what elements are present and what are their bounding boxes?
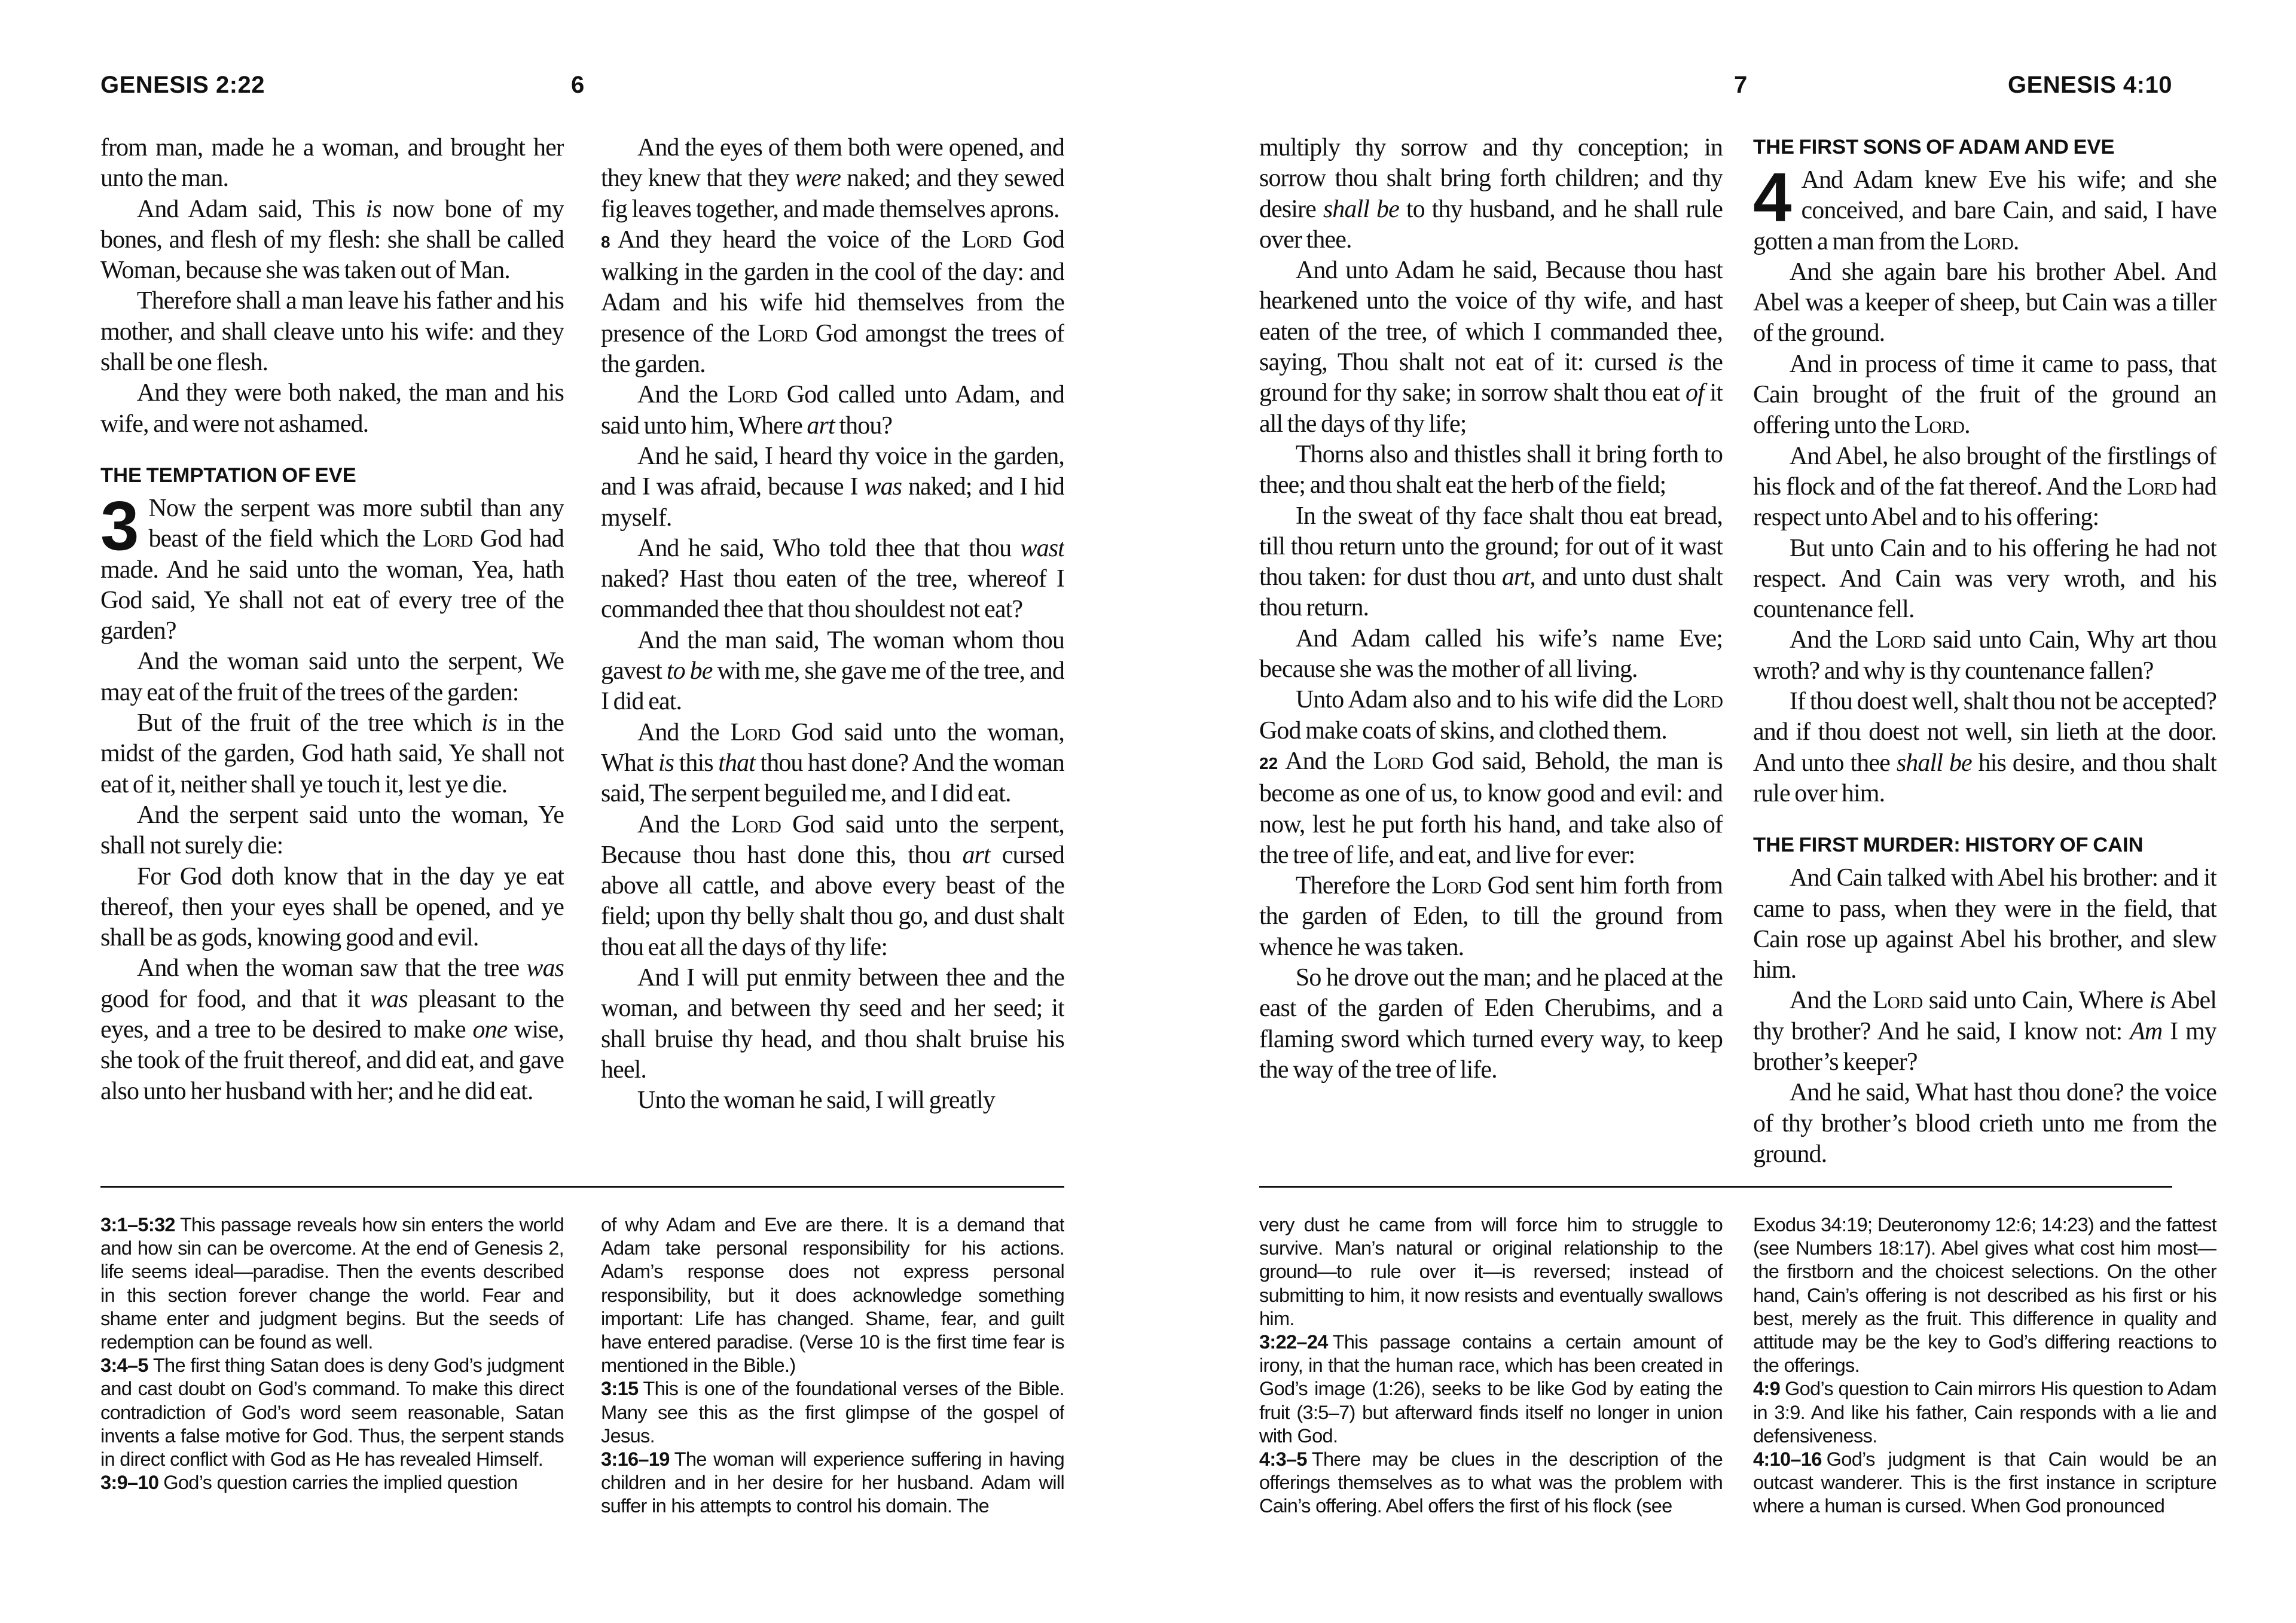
study-note: 4:9 God’s question to Cain mirrors His question to Adam in 3:9. And like his father, Cain responds with a lie and defensiveness. — [1753, 1377, 2216, 1447]
paragraph: from man, made he a woman, and brought her unto the man. — [100, 134, 564, 193]
right-page — [1148, 0, 2296, 1623]
paragraph: multiply thy sorrow and thy conception; in sorrow thou shalt bring forth children; and thy desire shall be to thy husband, and he shall rule over thee. — [1259, 134, 1723, 254]
paragraph: Therefore shall a man leave his father and his mother, and shall cleave unto his wife: and they shall be one flesh. — [100, 287, 564, 377]
left-notes-column-2 — [601, 1213, 1064, 1607]
paragraph: And the woman said unto the serpent, We may eat of the fruit of the trees of the garden: — [100, 648, 564, 706]
study-note: of why Adam and Eve are there. It is a demand that Adam take personal responsibility for his actions. Adam’s response does not express personal responsibility, but it does acknowledge something important: Life has changed. Shame, fear, and guilt have entered paradise. (Verse 10 is the first time fear is mentioned in the Bible.) — [601, 1213, 1064, 1377]
paragraph: And Adam called his wife’s name Eve; because she was the mother of all living. — [1259, 624, 1723, 684]
paragraph: Unto the woman he said, I will greatly — [637, 1087, 995, 1115]
chapter-number: 4 — [1753, 158, 1792, 236]
paragraph: And Abel, he also brought of the firstlings of his flock and of the fat thereof. And the Lord had respect unto Abel and to his offering: — [1753, 442, 2216, 532]
study-note: very dust he came from will force him to struggle to survive. Man’s natural or original relationship to the ground—to rule over it—is reversed; instead of submitting to him, it now resists and eventually swallows him. — [1259, 1213, 1723, 1329]
paragraph: And in process of time it came to pass, that Cain brought of the fruit of the ground an offering unto the Lord. — [1753, 350, 2216, 440]
study-note: 3:9–10 God’s question carries the implied question — [100, 1471, 518, 1494]
paragraph: For God doth know that in the day ye eat thereof, then your eyes shall be opened, and ye shall be as gods, knowing good and evil. — [100, 862, 564, 952]
right-text-column-2 — [1753, 133, 2216, 1179]
chapter-number: 3 — [100, 486, 139, 565]
paragraph: So he drove out the man; and he placed at the east of the garden of Eden Cherubims, and a flaming sword which turned every way, to keep the way of the tree of life. — [1259, 964, 1723, 1084]
paragraph: And they were both naked, the man and his wife, and were not ashamed. — [100, 379, 564, 438]
right-notes-column-2 — [1753, 1213, 2216, 1607]
paragraph: Unto Adam also and to his wife did the Lord God make coats of skins, and clothed them. — [1259, 686, 1723, 745]
paragraph: In the sweat of thy face shalt thou eat bread, till thou return unto the ground; for out of it wast thou taken: for dust thou art, and unto dust shalt thou return. — [1259, 502, 1723, 622]
paragraph: But of the fruit of the tree which is in the midst of the garden, God hath said, Ye shall not eat of it, neither shall ye touch it, lest ye die. — [100, 709, 564, 798]
running-head-left: GENESIS 2:22 — [100, 72, 265, 98]
page-number-right: 7 — [1734, 72, 1748, 98]
paragraph: And the Lord said unto Cain, Where is Abel thy brother? And he said, I know not: Am I my brother’s keeper? — [1753, 987, 2216, 1076]
study-note: 3:22–24 This passage contains a certain amount of irony, in that the human race, which has been created in God’s image (1:26), seeks to be like God by eating the fruit (3:5–7) but afterward finds itself no longer in union with God. — [1259, 1331, 1723, 1447]
paragraph: And he said, Who told thee that thou wast naked? Hast thou eaten of the tree, whereof I commanded thee that thou shouldest not eat? — [601, 534, 1064, 624]
section-heading: THE FIRST MURDER: HISTORY OF CAIN — [1753, 834, 2144, 857]
paragraph: Thorns also and thistles shall it bring forth to thee; and thou shalt eat the herb of the field; — [1259, 440, 1723, 499]
paragraph: And the man said, The woman whom thou gavest to be with me, she gave me of the tree, and I did eat. — [601, 626, 1064, 716]
study-note: 3:15 This is one of the foundational verses of the Bible. Many see this as the first glimpse of the gospel of Jesus. — [601, 1377, 1064, 1447]
paragraph: And he said, What hast thou done? the voice of thy brother’s blood crieth unto me from the ground. — [1753, 1079, 2216, 1168]
paragraph: And the Lord said unto Cain, Why art thou wroth? and why is thy countenance fallen? — [1753, 626, 2216, 685]
chapter-opening: 4 And Adam knew Eve his wife; and she conceived, and bare Cain, and said, I have gotten a man from the Lord. — [1753, 158, 2216, 255]
paragraph: If thou doest well, shalt thou not be accepted? and if thou doest not well, sin lieth at the door. And unto thee shall be his desire, and thou shalt rule over him. — [1753, 688, 2216, 807]
paragraph: Therefore the Lord God sent him forth from the garden of Eden, to till the ground from whence he was taken. — [1259, 872, 1723, 961]
study-note: 3:4–5 The first thing Satan does is deny God’s judgment and cast doubt on God’s command. To make this direct contradiction of God’s word seem reasonable, Satan invents a false motive for God. Thus, the serpent stands in direct conflict with God as He has revealed Himself. — [100, 1354, 564, 1471]
paragraph: But unto Cain and to his offering he had not respect. And Cain was very wroth, and his countenance fell. — [1753, 534, 2216, 624]
running-head-right: GENESIS 4:10 — [2007, 72, 2172, 98]
footnote-divider — [100, 1186, 1064, 1188]
footnote-divider — [1259, 1186, 2172, 1188]
verse-number: 22 — [1259, 753, 1278, 773]
paragraph: And the Lord God called unto Adam, and said unto him, Where art thou? — [601, 381, 1064, 440]
paragraph: And the eyes of them both were opened, and they knew that they were naked; and they sewed fig leaves together, and made themselves aprons. — [601, 134, 1064, 223]
page-number-left: 6 — [571, 72, 585, 98]
study-note: 3:1–5:32 This passage reveals how sin enters the world and how sin can be overcome. At the end of Genesis 2, life seems ideal—paradise. Then the events described in this section forever change the world. Fear and shame enter and judgment begins. But the seeds of redemption can be found as well. — [100, 1213, 564, 1353]
chapter-opening: 3 Now the serpent was more subtil than any beast of the field which the Lord God had made. And he said unto the woman, Yea, hath God said, Ye shall not eat of every tree of the garden? — [100, 486, 564, 645]
paragraph: And the serpent said unto the woman, Ye shall not surely die: — [100, 801, 564, 860]
study-note: 4:3–5 There may be clues in the description of the offerings themselves as to what was the problem with Cain’s offering. Abel offers the first of his flock (see — [1259, 1448, 1723, 1517]
left-notes-column-1 — [100, 1213, 564, 1607]
right-text-column-1 — [1259, 133, 1723, 1179]
section-heading: THE TEMPTATION OF EVE — [100, 463, 356, 487]
paragraph: And Cain talked with Abel his brother: and it came to pass, when they were in the field, that Cain rose up against Abel his brother, and slew him. — [1753, 864, 2216, 984]
paragraph: And I will put enmity between thee and the woman, and between thy seed and her seed; it shall bruise thy head, and thou shalt bruise his heel. — [601, 964, 1064, 1084]
paragraph: And when the woman saw that the tree was good for food, and that it was pleasant to the eyes, and a tree to be desired to make one wise, she took of the fruit thereof, and did eat, and gave also unto her husband with her; and he did eat. — [100, 954, 564, 1105]
paragraph: And the Lord God said unto the woman, What is this that thou hast done? And the woman said, The serpent beguiled me, and I did eat. — [601, 718, 1064, 808]
paragraph: 22 And the Lord God said, Behold, the man is become as one of us, to know good and evil: and now, lest he put forth his hand, and take also of the tree of life, and eat, and live for ever: — [1259, 747, 1723, 869]
study-note: 3:16–19 The woman will experience suffering in having children and in her desire for her husband. Adam will suffer in his attempts to control his domain. The — [601, 1448, 1064, 1517]
verse-number: 8 — [601, 232, 610, 251]
right-notes-column-1 — [1259, 1213, 1723, 1607]
paragraph: And Adam said, This is now bone of my bones, and flesh of my flesh: she shall be called Woman, because she was taken out of Man. — [100, 195, 564, 285]
paragraph: 8 And they heard the voice of the Lord God walking in the garden in the cool of the day: and Adam and his wife hid themselves from the presence of the Lord God amongst the trees of the garden. — [601, 225, 1064, 379]
study-note: Exodus 34:19; Deuteronomy 12:6; 14:23) and the fattest (see Numbers 18:17). Abel gives what cost him most—the firstborn and the choicest selections. On the other hand, Cain’s offering is not described as his first or his best, merely as the fruit. This difference in quality and attitude may be the key to God’s differing reactions to the offerings. — [1753, 1213, 2216, 1377]
paragraph: And he said, I heard thy voice in the garden, and I was afraid, because I was naked; and I hid myself. — [601, 442, 1064, 532]
paragraph: And the Lord God said unto the serpent, Because thou hast done this, thou art cursed above all cattle, and above every beast of the field; upon thy belly shalt thou go, and dust shalt thou eat all the days of thy life: — [601, 810, 1064, 961]
study-note: 4:10–16 God’s judgment is that Cain would be an outcast wanderer. This is the first instance in scripture where a human is cursed. When God pronounced — [1753, 1448, 2216, 1517]
paragraph: And she again bare his brother Abel. And Abel was a keeper of sheep, but Cain was a tiller of the ground. — [1753, 258, 2216, 347]
left-text-column-2 — [601, 133, 1064, 1179]
section-heading: THE FIRST SONS OF ADAM AND EVE — [1753, 136, 2115, 158]
paragraph: And unto Adam he said, Because thou hast hearkened unto the voice of thy wife, and hast eaten of the tree, of which I commanded thee, saying, Thou shalt not eat of it: cursed is the ground for thy sake; in sorrow shalt thou eat of it all the days of thy life; — [1259, 257, 1723, 438]
left-text-column-1 — [100, 133, 564, 1179]
